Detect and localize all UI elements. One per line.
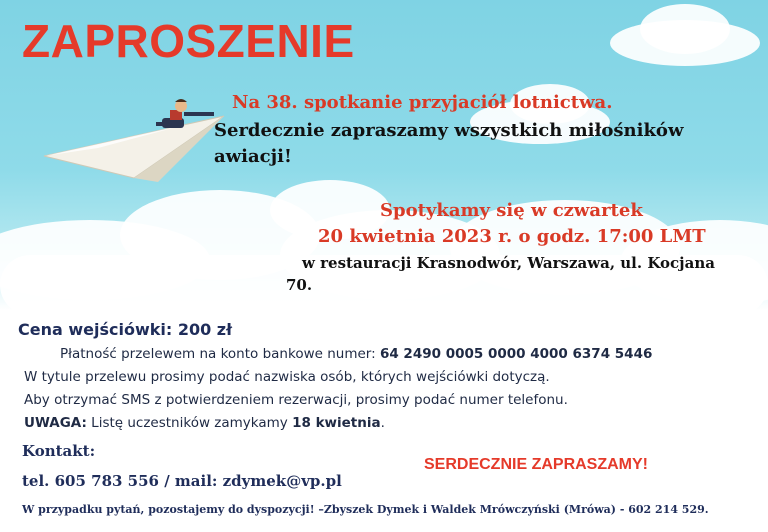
contact-details: tel. 605 783 556 / mail: zdymek@vp.pl <box>22 472 342 490</box>
meeting-place: w restauracji Krasnodwór, Warszawa, ul. Kocjana <box>302 254 715 272</box>
contact-label: Kontakt: <box>22 442 96 460</box>
bank-account-number: 64 2490 0005 0000 4000 6374 5446 <box>379 346 653 362</box>
sms-note: Aby otrzymać SMS z potwierdzeniem rezerwacji, prosimy podać numer telefonu. <box>24 392 568 408</box>
title-note: W tytule przelewu prosimy podać nazwiska osób, których wejściówki dotyczą. <box>24 369 550 385</box>
warning-line <box>24 415 385 431</box>
closing-greeting: SERDECZNIE ZAPRASZAMY! <box>424 456 649 473</box>
warning-label: UWAGA: <box>24 415 87 431</box>
transfer-prefix: Płatność przelewem na konto bankowe numer: <box>60 346 380 362</box>
warning-text: Listę uczestników zamykamy <box>86 415 293 431</box>
meeting-day: Spotykamy się w czwartek <box>380 200 643 221</box>
warning-end: . <box>380 415 385 431</box>
intro-line-3: awiacji! <box>214 146 292 167</box>
cloud <box>640 4 730 54</box>
meeting-place-cont: 70. <box>286 276 313 294</box>
footer-note: W przypadku pytań, pozostajemy do dyspozycji! –Zbyszek Dymek i Waldek Mrówczyński (Mrówa) - 602 214 529. <box>22 503 709 516</box>
paper-plane-icon <box>38 96 228 186</box>
transfer-line <box>60 346 652 362</box>
intro-line-2: Serdecznie zapraszamy wszystkich miłośników <box>214 120 684 141</box>
warning-date: 18 kwietnia <box>292 415 381 431</box>
intro-line-1: Na 38. spotkanie przyjaciół lotnictwa. <box>232 92 613 113</box>
price-label: Cena wejściówki: 200 zł <box>18 320 233 339</box>
page-title: ZAPROSZENIE <box>22 15 355 67</box>
meeting-date: 20 kwietnia 2023 r. o godz. 17:00 LMT <box>318 226 706 247</box>
